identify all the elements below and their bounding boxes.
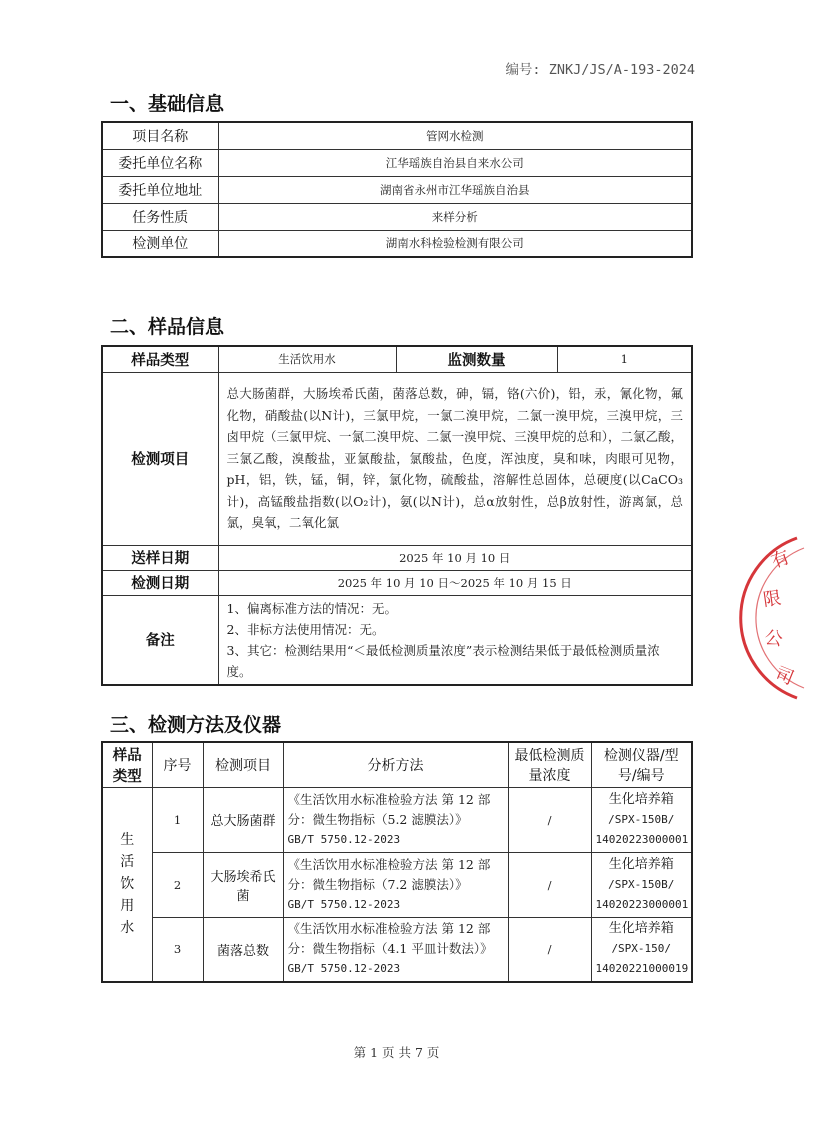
send-date-label: 送样日期 [102, 545, 218, 570]
test-date-label: 检测日期 [102, 570, 218, 595]
items-value: 总大肠菌群，大肠埃希氏菌，菌落总数，砷，镉，铬(六价)，铅，汞，氰化物，氟化物，硝酸盐(以N计)，三氯甲烷，一氯二溴甲烷，二氯一溴甲烷，三溴甲烷，三卤甲烷（三氯甲烷、一氯二溴甲烷、二氯一溴甲烷、三溴甲烷的总和），二氯乙酸，三氯乙酸，溴酸盐，亚氯酸盐，氯酸盐，色度，浑浊度，臭和味，肉眼可见物，pH，铝，铁，锰，铜，锌，氯化物，硫酸盐，溶解性总固体，总硬度(以CaCO₃计)，高锰酸盐指数(以O₂计)，氨(以N计)，总α放射性，总β放射性，游离氯，总氯，臭氧，二氧化氯 [218, 372, 692, 545]
count-value: 1 [557, 346, 692, 372]
document-number: 编号: ZNKJ/JS/A-193-2024 [505, 62, 695, 78]
min-concentration: / [508, 787, 591, 852]
svg-text:司: 司 [772, 663, 797, 690]
note-line: 3、其它：检测结果用“＜最低检测质量浓度”表示检测结果低于最低检测质量浓度。 [226, 642, 660, 679]
col-header: 分析方法 [283, 742, 508, 787]
table-row [102, 545, 692, 570]
col-header: 检测项目 [203, 742, 283, 787]
section3-heading: 三、检测方法及仪器 [110, 714, 282, 736]
row-number: 2 [152, 852, 203, 917]
row-value: 来样分析 [218, 203, 692, 230]
instrument-name: 生化培养箱 [608, 791, 674, 807]
table-row [102, 149, 692, 176]
method-title: 《生活饮用水标准检验方法 第 12 部分：微生物指标（7.2 滤膜法）》 [287, 856, 491, 892]
table-row [102, 372, 692, 545]
row-key: 委托单位地址 [102, 176, 218, 203]
note-line: 2、非标方法使用情况：无。 [226, 621, 385, 637]
instrument-name: 生化培养箱 [608, 856, 674, 872]
analysis-method [283, 917, 508, 982]
instrument-id: 14020221000019 [595, 962, 689, 976]
instrument [591, 787, 692, 852]
row-value: 江华瑶族自治县自来水公司 [218, 149, 692, 176]
analysis-method [283, 787, 508, 852]
method-table [101, 741, 693, 983]
svg-text:公: 公 [763, 627, 785, 651]
instrument-model: /SPX-150/ [611, 942, 672, 956]
row-key: 委托单位名称 [102, 149, 218, 176]
table-row [102, 176, 692, 203]
instrument-id: 14020223000001 [595, 897, 689, 911]
table-row [102, 852, 692, 917]
sample-info-table [101, 345, 693, 686]
row-value: 湖南水科检验检测有限公司 [218, 230, 692, 257]
instrument-id: 14020223000001 [595, 832, 689, 846]
col-header: 序号 [152, 742, 203, 787]
instrument-name: 生化培养箱 [608, 921, 674, 937]
col-header: 最低检测质量浓度 [508, 742, 591, 787]
table-row [102, 230, 692, 257]
row-key: 项目名称 [102, 122, 218, 149]
instrument-model: /SPX-150B/ [608, 812, 675, 826]
min-concentration: / [508, 852, 591, 917]
page-footer: 第 1 页 共 7 页 [353, 1045, 440, 1060]
table-header-row [102, 742, 692, 787]
section2-heading: 二、样品信息 [110, 316, 225, 338]
method-title: 《生活饮用水标准检验方法 第 12 部分：微生物指标（4.1 平皿计数法）》 [287, 921, 493, 957]
min-concentration: / [508, 917, 591, 982]
col-header: 样品类型 [102, 742, 152, 787]
notes-value [218, 595, 692, 685]
row-key: 任务性质 [102, 203, 218, 230]
table-row [102, 122, 692, 149]
items-label: 检测项目 [102, 372, 218, 545]
svg-text:限: 限 [761, 587, 783, 611]
test-item: 总大肠菌群 [203, 787, 283, 852]
note-line: 1、偏离标准方法的情况：无。 [226, 600, 397, 616]
svg-text:有: 有 [768, 546, 793, 573]
method-standard: GB/T 5750.12-2023 [287, 832, 401, 846]
method-title: 《生活饮用水标准检验方法 第 12 部分：微生物指标（5.2 滤膜法）》 [287, 791, 491, 827]
basic-info-table [101, 121, 693, 258]
method-standard: GB/T 5750.12-2023 [287, 897, 401, 911]
notes-label: 备注 [102, 595, 218, 685]
sample-type-label: 样品类型 [102, 346, 218, 372]
table-row [102, 346, 692, 372]
row-number: 1 [152, 787, 203, 852]
sample-type-cell: 生活饮用水 [102, 787, 152, 982]
instrument [591, 917, 692, 982]
count-label: 监测数量 [396, 346, 557, 372]
instrument-model: /SPX-150B/ [608, 877, 675, 891]
col-header: 检测仪器/型号/编号 [591, 742, 692, 787]
table-row [102, 917, 692, 982]
table-row [102, 203, 692, 230]
table-row [102, 595, 692, 685]
row-value: 管网水检测 [218, 122, 692, 149]
row-number: 3 [152, 917, 203, 982]
send-date-value: 2025 年 10 月 10 日 [218, 545, 692, 570]
analysis-method [283, 852, 508, 917]
test-date-value: 2025 年 10 月 10 日～2025 年 10 月 15 日 [218, 570, 692, 595]
method-standard: GB/T 5750.12-2023 [287, 962, 401, 976]
section1-heading: 一、基础信息 [110, 93, 225, 115]
test-item: 菌落总数 [203, 917, 283, 982]
row-value: 湖南省永州市江华瑶族自治县 [218, 176, 692, 203]
test-item: 大肠埃希氏菌 [203, 852, 283, 917]
sample-type-value: 生活饮用水 [218, 346, 396, 372]
seal-stamp [752, 528, 832, 708]
table-row [102, 787, 692, 852]
instrument [591, 852, 692, 917]
row-key: 检测单位 [102, 230, 218, 257]
table-row [102, 570, 692, 595]
